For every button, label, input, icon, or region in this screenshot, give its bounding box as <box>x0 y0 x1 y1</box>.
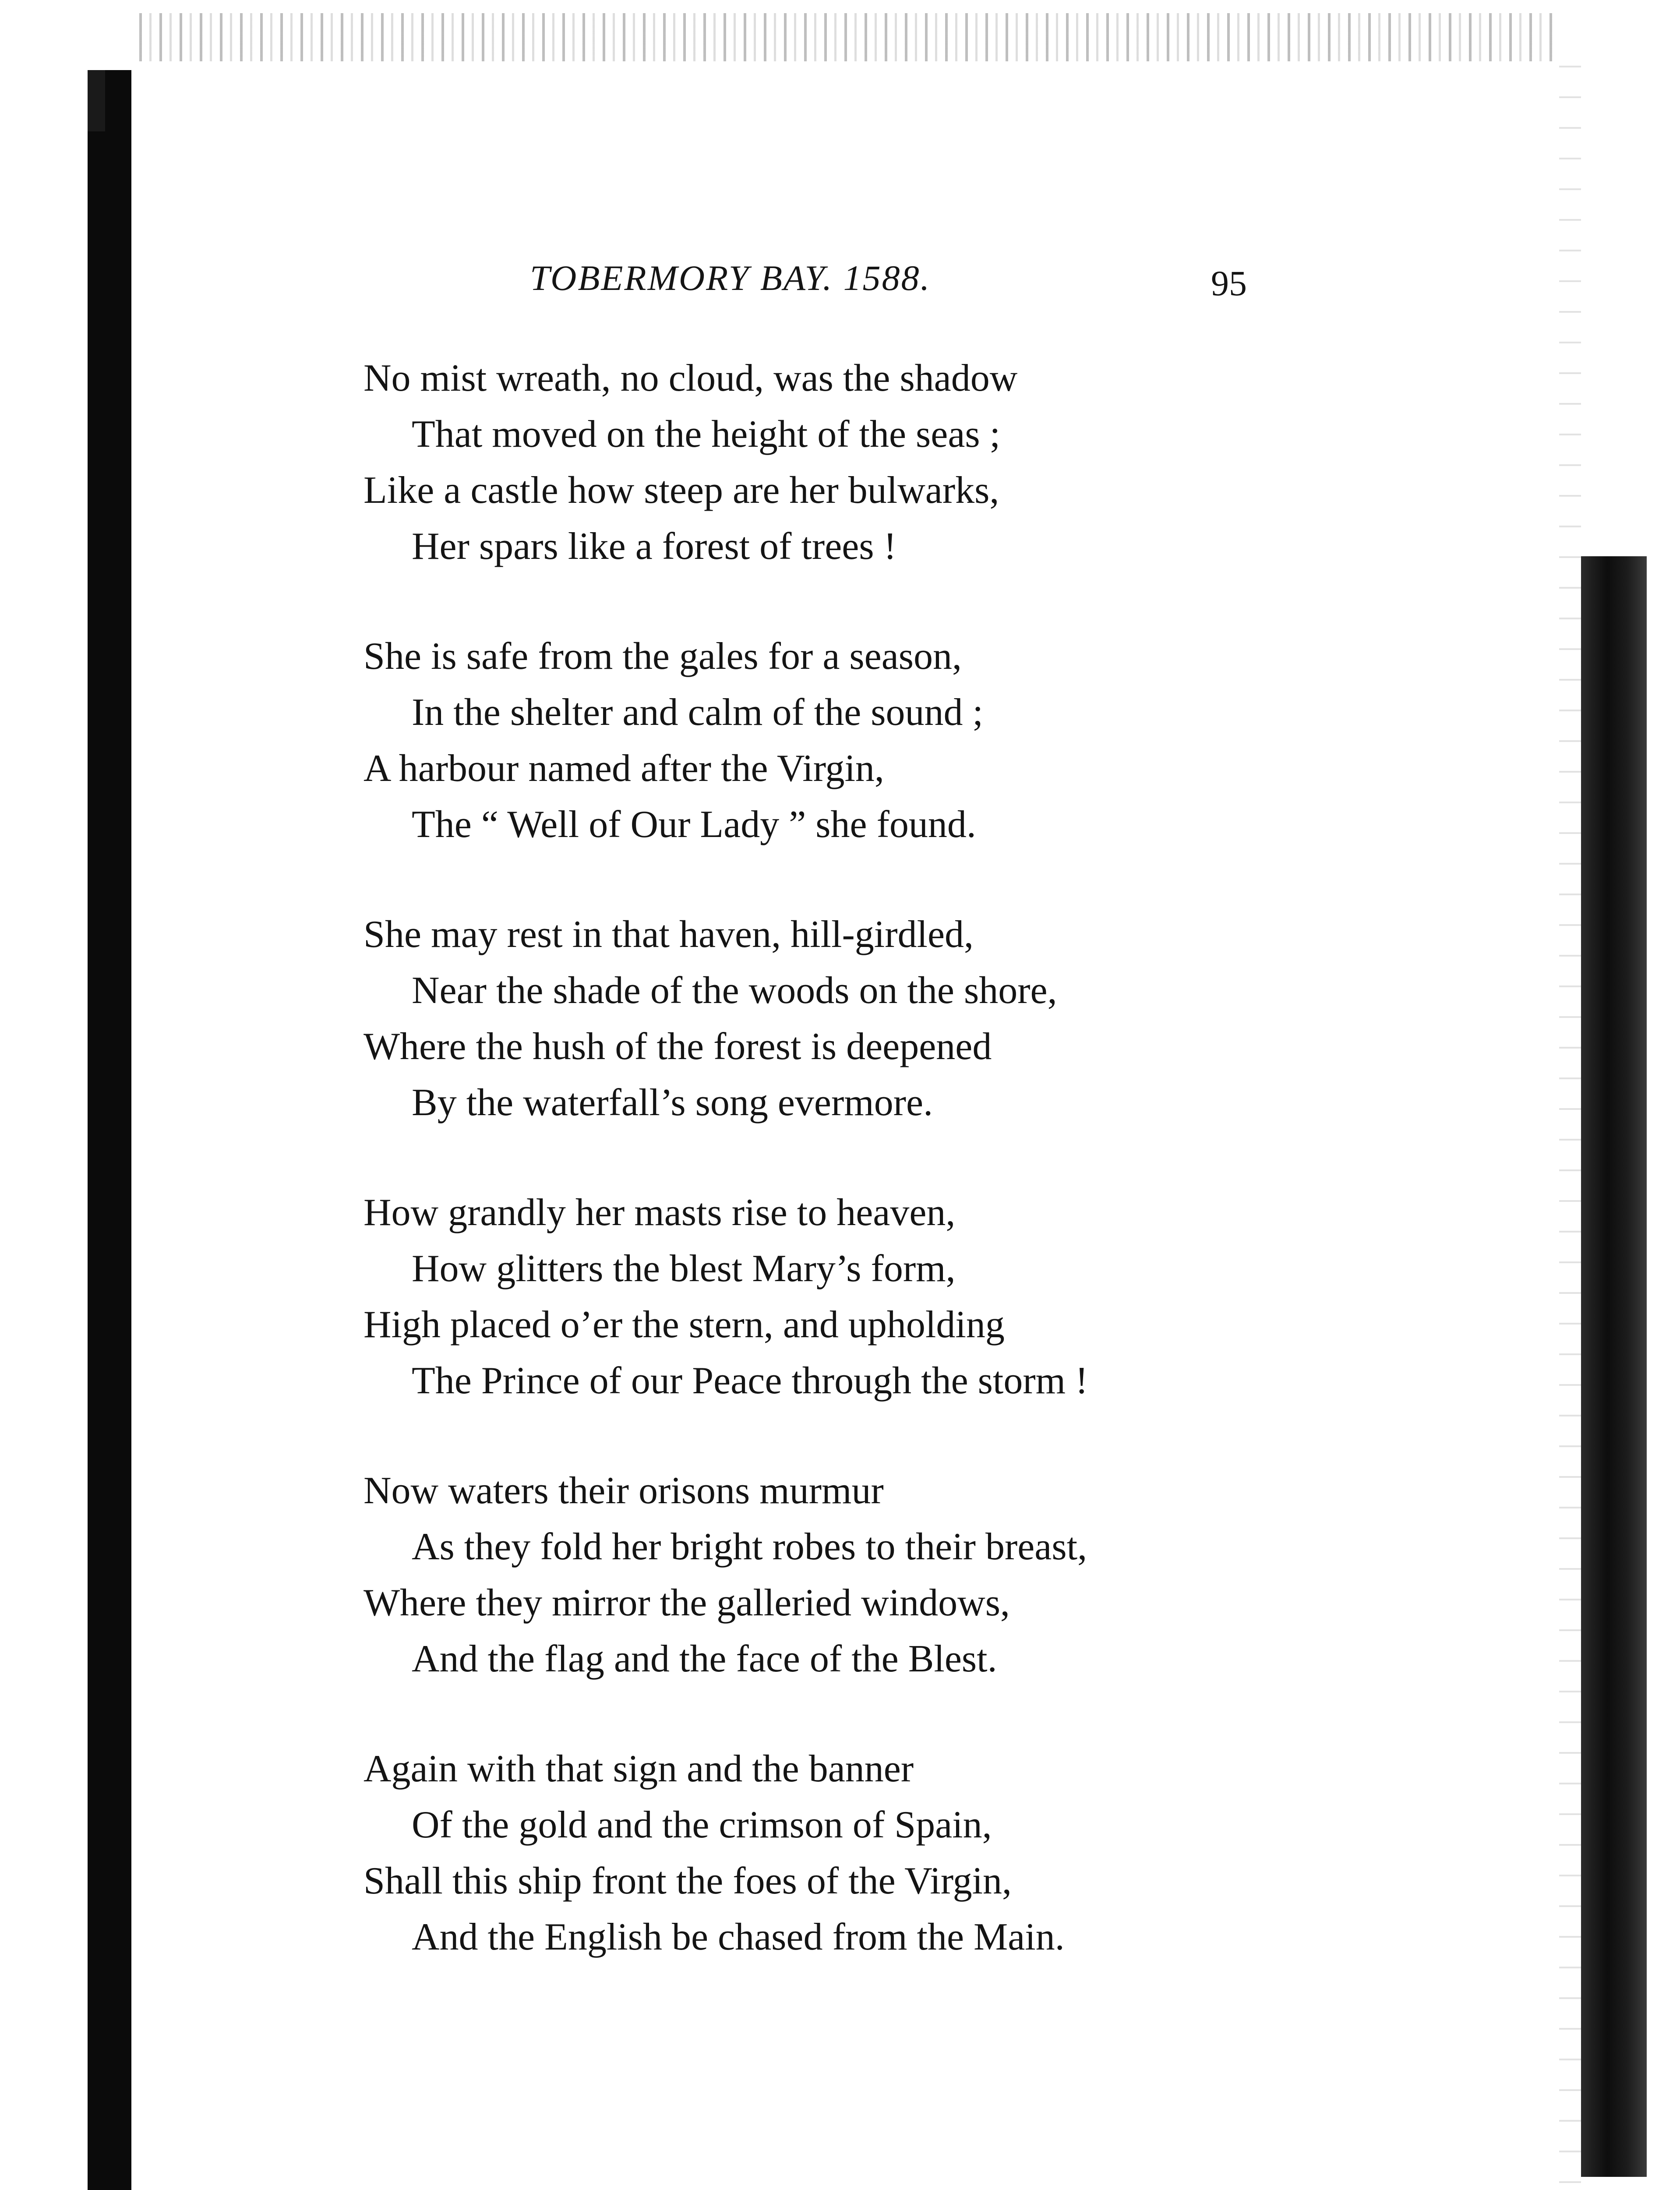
poem-line: And the flag and the face of the Blest. <box>412 1638 997 1680</box>
stanza <box>364 350 1480 575</box>
poem-line: She is safe from the gales for a season, <box>364 635 962 678</box>
poem-line: Shall this ship front the foes of the Virgin, <box>364 1860 1012 1902</box>
poem-line: How grandly her masts rise to heaven, <box>364 1191 956 1234</box>
stanza <box>364 629 1480 853</box>
stanza <box>364 907 1480 1131</box>
poem-line: As they fold her bright robes to their breast, <box>412 1526 1087 1568</box>
stanza <box>364 1463 1480 1687</box>
poem-line: By the waterfall’s song evermore. <box>412 1081 933 1124</box>
poem-line: The “ Well of Our Lady ” she found. <box>412 803 976 846</box>
poem-line: Near the shade of the woods on the shore, <box>412 969 1057 1012</box>
page-number: 95 <box>1211 263 1247 303</box>
scan-right-dark-edge <box>1581 556 1647 2177</box>
poem-line: High placed o’er the stern, and upholding <box>364 1303 1005 1346</box>
stanza <box>364 1741 1480 1965</box>
running-head: TOBERMORY BAY. 1588. <box>530 258 931 298</box>
poem-line: A harbour named after the Virgin, <box>364 747 884 790</box>
poem-line: Again with that sign and the banner <box>364 1748 914 1790</box>
poem-line: Of the gold and the crimson of Spain, <box>412 1804 992 1846</box>
poem-line: The Prince of our Peace through the storm ! <box>412 1360 1088 1402</box>
poem-line: Where they mirror the galleried windows, <box>364 1582 1010 1624</box>
scan-right-paper-edge <box>1559 53 1581 2190</box>
poem-line: She may rest in that haven, hill-girdled, <box>364 913 974 956</box>
spine-speck <box>88 70 105 131</box>
poem-line: Like a castle how steep are her bulwarks, <box>364 469 999 512</box>
stanza <box>364 1185 1480 1409</box>
poem-line: No mist wreath, no cloud, was the shadow <box>364 357 1018 399</box>
poem-line: Now waters their orisons murmur <box>364 1469 884 1512</box>
poem <box>364 350 1480 2019</box>
poem-line: How glitters the blest Mary’s form, <box>412 1247 956 1290</box>
poem-line: And the English be chased from the Main. <box>412 1916 1065 1958</box>
poem-line: Where the hush of the forest is deepened <box>364 1025 992 1068</box>
poem-line: Her spars like a forest of trees ! <box>412 525 896 568</box>
book-spine-shadow <box>88 70 131 2190</box>
poem-line: That moved on the height of the seas ; <box>412 413 1001 456</box>
scan-top-edge <box>131 13 1559 61</box>
poem-line: In the shelter and calm of the sound ; <box>412 691 983 734</box>
